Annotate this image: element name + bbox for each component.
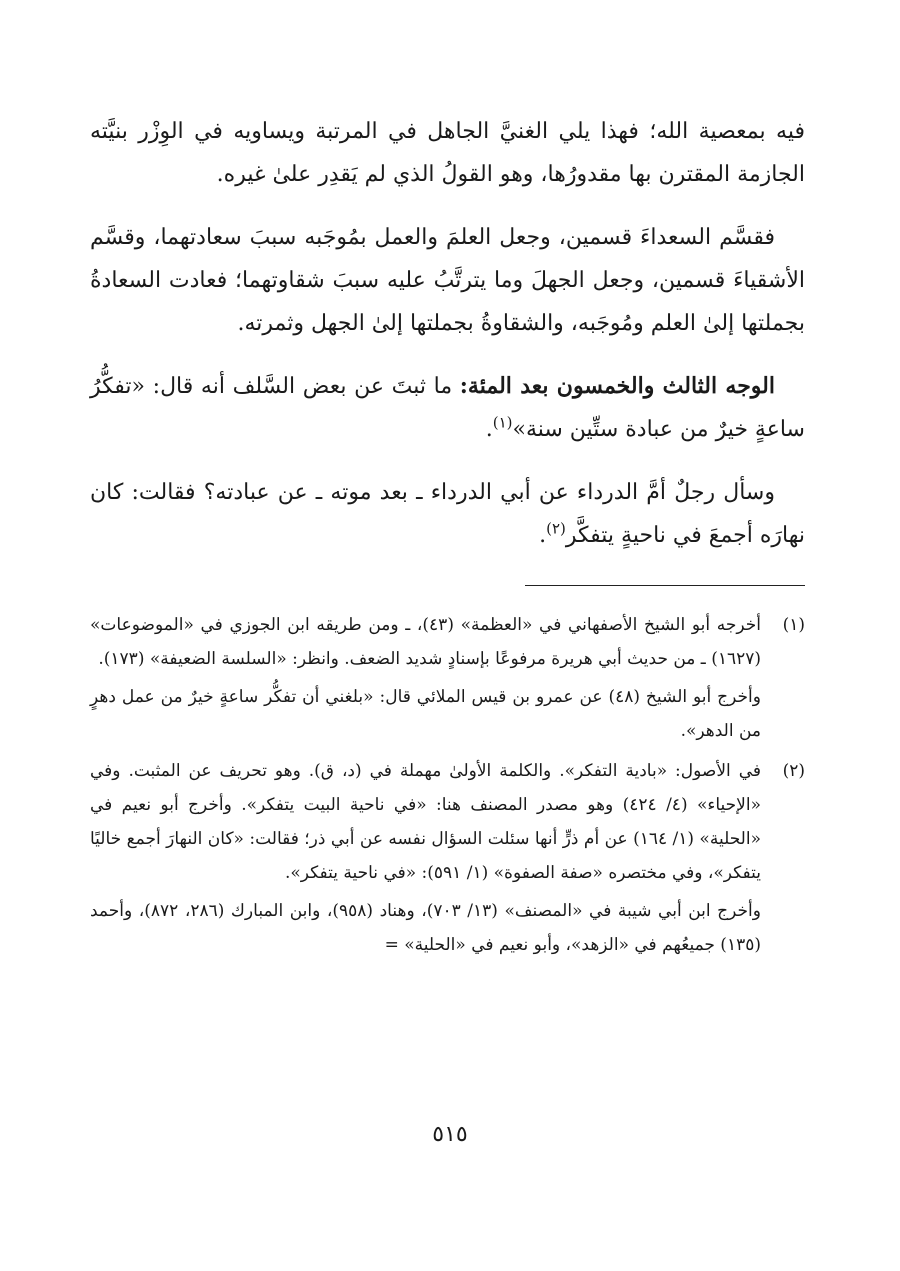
footnote-number: (١)	[782, 615, 805, 635]
footnote-paragraph: أخرجه أبو الشيخ الأصفهاني في «العظمة» (٤٣)، ـ ومن طريقه ابن الجوزي في «الموضوعات» (١٦٢٧) ـ من حديث أبي هريرة مرفوعًا بإسنادٍ شديد الضعف. وانظر: «السلسة الضعيفة» (١٧٣).	[90, 615, 761, 669]
footnote-body	[90, 754, 761, 966]
footnote-paragraph: في الأصول: «بادية التفكر». والكلمة الأولىٰ مهملة في (د، ق). وهو تحريف عن المثبت. وفي «الإحياء» (٤/ ٤٢٤) وهو مصدر المصنف هنا: «في ناحية البيت يتفكر». وأخرج أبو نعيم في «الحلية» (١/ ١٦٤) عن أم ذرٍّ أنها سئلت السؤال نفسه عن أبي ذر؛ فقالت: «كان النهارَ أجمع خاليًا يتفكر»، وفي مختصره «صفة الصفوة» (١/ ٥٩١): «في ناحية يتفكر».	[90, 761, 761, 883]
section-heading: الوجه الثالث والخمسون بعد المئة:	[459, 373, 775, 399]
footnote-body	[90, 608, 761, 752]
paragraph-3	[90, 365, 805, 451]
book-page	[90, 110, 805, 968]
paragraph-4-text: وسأل رجلٌ أمَّ الدرداء عن أبي الدرداء ـ بعد موته ـ عن عبادته؟ فقالت: كان نهارَه أجمعَ في ناحيةٍ يتفكَّر	[90, 480, 805, 548]
paragraph-2: فقسَّم السعداءَ قسمين، وجعل العلمَ والعمل بمُوجَبه سببَ سعادتهما، وقسَّم الأشقياءَ قسمين، وجعل الجهلَ وما يترتَّبُ عليه سببَ شقاوتهما؛ فعادت السعادةُ بجملتها إلىٰ العلم ومُوجَبه، والشقاوةُ بجملتها إلىٰ الجهل وثمرته.	[90, 225, 806, 336]
paragraph-3-text: ما ثبتَ عن بعض السَّلف أنه قال: «تفكُّرُ ساعةٍ خيرٌ من عبادة ستِّين سنة»	[90, 374, 805, 442]
paragraph-4-end: .	[539, 523, 547, 548]
paragraph-4	[90, 471, 805, 557]
footnote-ref-2[interactable]: (٢)	[546, 519, 566, 538]
paragraph-1: فيه بمعصية الله؛ فهذا يلي الغنيَّ الجاهل في المرتبة ويساويه في الوِزْر بنيَّته الجازمة المقترن بها مقدورُها، وهو القولُ الذي لم يَقدِر علىٰ غيره.	[90, 119, 805, 187]
page-number: ٥١٥	[432, 1122, 468, 1147]
footnotes	[90, 608, 805, 966]
footnote-ref-1[interactable]: (١)	[492, 413, 513, 432]
footnote-divider	[525, 585, 805, 586]
main-text	[90, 110, 805, 557]
paragraph-3-end: .	[485, 417, 493, 442]
footnote-paragraph: وأخرج أبو الشيخ (٤٨) عن عمرو بن قيس الملائي قال: «بلغني أن تفكُّر ساعةٍ خيرٌ من عمل دهرٍ من الدهر».	[90, 687, 761, 741]
footnote-paragraph: وأخرج ابن أبي شيبة في «المصنف» (١٣/ ٧٠٣)، وهناد (٩٥٨)، وابن المبارك (٢٨٦، ٨٧٢)، وأحمد (١٣٥) جميعُهم في «الزهد»، وأبو نعيم في «الحلية» =	[90, 901, 761, 955]
footnote-2	[90, 754, 805, 966]
footnote-number: (٢)	[782, 761, 805, 781]
footnote-1	[90, 608, 805, 752]
